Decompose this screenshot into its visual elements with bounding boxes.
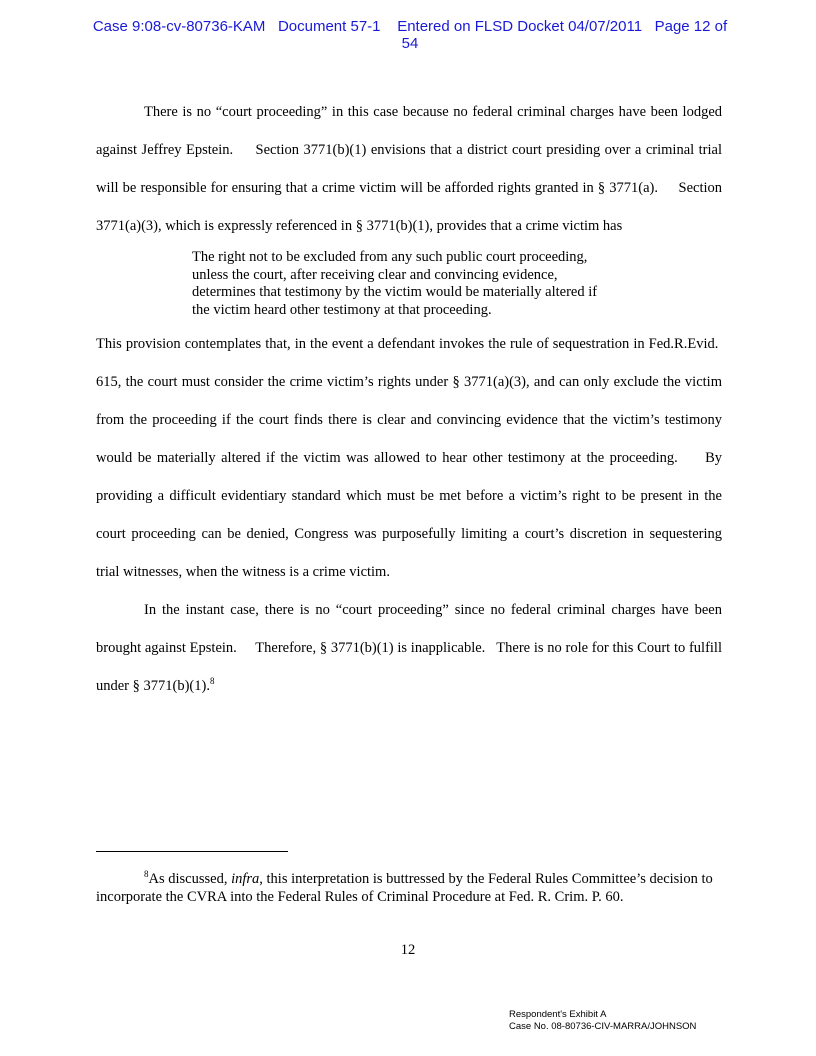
footnote-lead: As discussed, [148, 871, 232, 887]
page-number: 12 [400, 942, 416, 958]
footnote [96, 870, 722, 906]
paragraph-3 [96, 591, 722, 705]
docket-header [60, 18, 760, 52]
docket-entry: Entered on FLSD Docket 04/07/2011 [397, 18, 643, 35]
footnote-marker: 8 [144, 869, 149, 880]
footnote-divider [96, 851, 288, 852]
exhibit-stamp [509, 1009, 696, 1033]
document-number: Document 57-1 [277, 18, 381, 35]
footnote-emphasis: infra [231, 871, 260, 887]
exhibit-label: Respondent's Exhibit A [509, 1009, 607, 1020]
case-number: Case 9:08-cv-80736-KAM [92, 18, 266, 35]
paragraph-2: This provision contemplates that, in the event a defendant invokes the rule of sequestration in Fed.R.Evid. 615, the court must consider the crime victim’s rights under § 3771(a)(3), and can only exclude the victim from the proceeding if the court finds there is clear and convincing evidence that the victim’s testimony would be materially altered if the victim was allowed to hear other testimony at the proceeding. By providing a difficult evidentiary standard which must be met before a victim’s right to be present in the court proceeding can be denied, Congress was purposefully limiting a court’s discretion in sequestering trial witnesses, when the witness is a crime victim. [96, 336, 722, 580]
page-total: 54 [401, 35, 419, 52]
exhibit-case-number: Case No. 08-80736-CIV-MARRA/JOHNSON [509, 1021, 697, 1032]
docket-header-line [60, 18, 760, 35]
paragraph-1: There is no “court proceeding” in this case because no federal criminal charges have been lodged against Jeffrey Epstein. Section 3771(b)(1) envisions that a district court presiding over a criminal trial will be responsible for ensuring that a crime victim will be afforded rights granted in § 3771(a). Section 3771(a)(3), which is expressly referenced in § 3771(b)(1), provides that a crime victim has [96, 104, 722, 234]
block-quote: The right not to be excluded from any such public court proceeding, unless the court, after receiving clear and convincing evidence, determines that testimony by the victim would be materially altered if the victim heard other testimony at that proceeding. [192, 249, 598, 318]
document-body [96, 93, 722, 705]
footnote-reference: 8 [209, 676, 215, 687]
paragraph-3-text: In the instant case, there is no “court proceeding” since no federal criminal charges have been brought against Epstein. Therefore, § 3771(b)(1) is inapplicable. There is no role for this Court to fulfill under § 3771(b)(1). [96, 602, 722, 694]
page-of: Page 12 of [654, 18, 728, 35]
footnote-text: , this interpretation is buttressed by the Federal Rules Committee’s decision to incorporate the CVRA into the Federal Rules of Criminal Procedure at Fed. R. Crim. P. 60. [96, 871, 713, 905]
